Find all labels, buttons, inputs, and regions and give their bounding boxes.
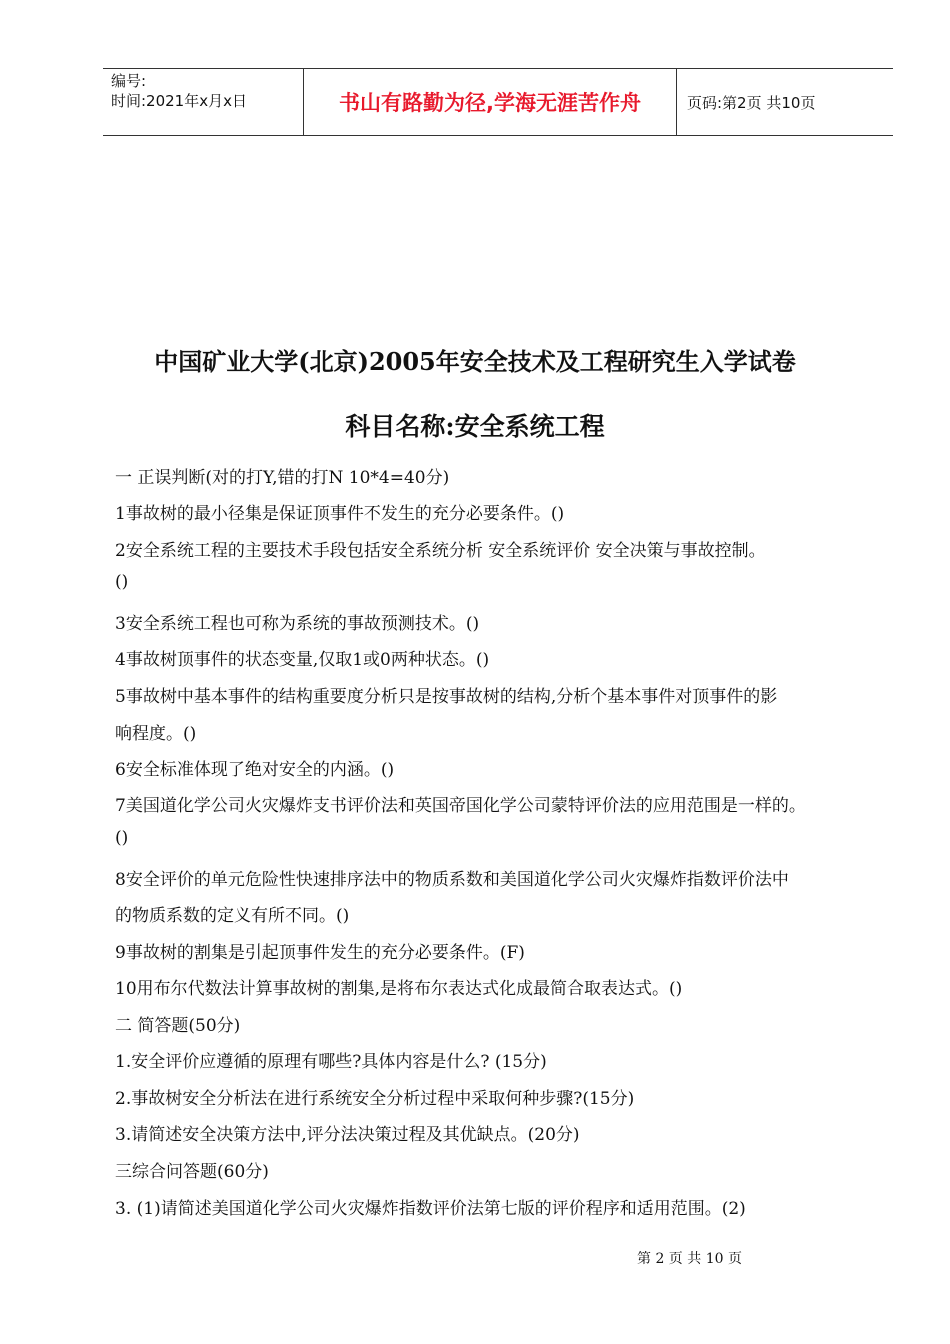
header-meta bbox=[103, 69, 303, 135]
question-line: 4事故树顶事件的状态变量,仅取1或0两种状态。() bbox=[115, 650, 490, 670]
question-line: 7美国道化学公司火灾爆炸支书评价法和英国帝国化学公司蒙特评价法的应用范围是一样的。 bbox=[115, 796, 806, 816]
exam-title: 中国矿业大学(北京)2005年安全技术及工程研究生入学试卷 bbox=[154, 347, 796, 376]
question-line: () bbox=[115, 572, 129, 592]
document-time-label: 时间:2021年x月x日 bbox=[111, 92, 247, 110]
question-line: () bbox=[115, 828, 129, 848]
header-motto: 书山有路勤为径,学海无涯苦作舟 bbox=[303, 69, 677, 135]
section-heading: 三综合问答题(60分) bbox=[115, 1162, 269, 1182]
question-line: 3. (1)请简述美国道化学公司火灾爆炸指数评价法第七版的评价程序和适用范围。(2) bbox=[115, 1199, 746, 1219]
header-page-info: 页码:第2页 共10页 bbox=[687, 93, 816, 112]
page-footer: 第 2 页 共 10 页 bbox=[637, 1251, 742, 1267]
question-line: 5事故树中基本事件的结构重要度分析只是按事故树的结构,分析个基本事件对顶事件的影 bbox=[115, 687, 778, 707]
question-line: 8安全评价的单元危险性快速排序法中的物质系数和美国道化学公司火灾爆炸指数评价法中 bbox=[115, 870, 789, 890]
question-line: 的物质系数的定义有所不同。() bbox=[115, 906, 350, 926]
section-heading: 一 正误判断(对的打Y,错的打N 10*4=40分) bbox=[115, 468, 450, 488]
page-header bbox=[103, 68, 893, 136]
question-line: 3.请简述安全决策方法中,评分法决策过程及其优缺点。(20分) bbox=[115, 1125, 580, 1145]
question-line: 响程度。() bbox=[115, 724, 197, 744]
question-line: 1.安全评价应遵循的原理有哪些?具体内容是什么? (15分) bbox=[115, 1052, 547, 1072]
question-line: 2安全系统工程的主要技术手段包括安全系统分析 安全系统评价 安全决策与事故控制。 bbox=[115, 541, 766, 561]
question-line: 3安全系统工程也可称为系统的事故预测技术。() bbox=[115, 614, 480, 634]
section-heading: 二 简答题(50分) bbox=[115, 1016, 241, 1036]
question-line: 2.事故树安全分析法在进行系统安全分析过程中采取何种步骤?(15分) bbox=[115, 1089, 635, 1109]
subject-title: 科目名称:安全系统工程 bbox=[345, 412, 605, 441]
question-line: 6安全标准体现了绝对安全的内涵。() bbox=[115, 760, 395, 780]
question-line: 10用布尔代数法计算事故树的割集,是将布尔表达式化成最简合取表达式。() bbox=[115, 979, 683, 999]
document-number-label: 编号: bbox=[111, 72, 147, 90]
question-line: 1事故树的最小径集是保证顶事件不发生的充分必要条件。() bbox=[115, 504, 565, 524]
question-line: 9事故树的割集是引起顶事件发生的充分必要条件。(F) bbox=[115, 943, 525, 963]
